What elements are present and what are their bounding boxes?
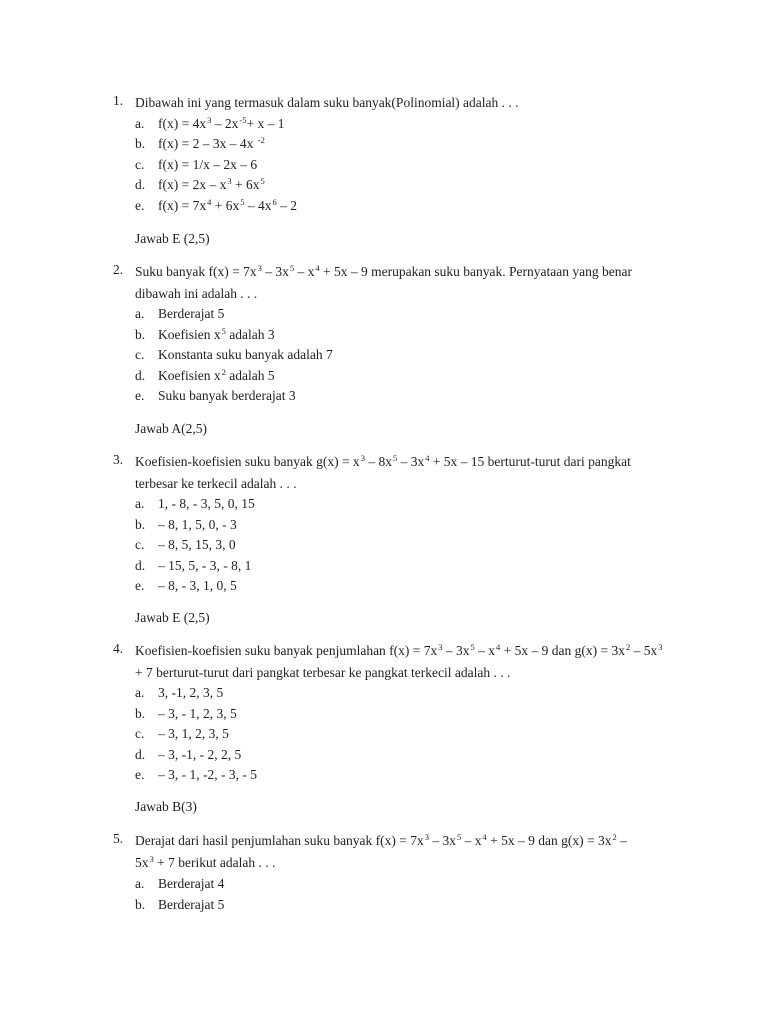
option-c: [135, 345, 673, 366]
option-letter: e.: [135, 578, 145, 593]
superscript: 4: [315, 263, 320, 273]
answer-line: Jawab B(3): [135, 799, 197, 814]
superscript: 5: [470, 642, 475, 652]
superscript: 5: [221, 325, 226, 336]
option-text: [158, 704, 237, 725]
option-c: [135, 155, 673, 176]
option-c: [135, 535, 673, 556]
option-letter: b.: [135, 705, 146, 721]
text-fragment: Berderajat 4: [158, 876, 225, 891]
options-list: [135, 114, 673, 217]
text-fragment: – 8, 5, 15, 3, 0: [158, 537, 236, 552]
superscript: 3: [227, 176, 232, 186]
option-letter: d.: [135, 746, 146, 762]
option-b: [135, 325, 673, 346]
options-list: [135, 683, 673, 786]
text-fragment: – 3, -1, - 2, 2, 5: [158, 746, 242, 762]
text-fragment: adalah 5: [225, 367, 275, 383]
superscript: 4: [482, 832, 487, 842]
option-text: [158, 724, 229, 745]
option-letter: d.: [135, 177, 146, 192]
option-letter: e.: [135, 388, 145, 403]
text-fragment: – 15, 5, - 3, - 8, 1: [158, 557, 252, 573]
option-e: [135, 196, 673, 217]
text-fragment: Berderajat 5: [158, 306, 225, 321]
text-fragment: – 3, 1, 2, 3, 5: [158, 726, 229, 741]
question-text: [135, 831, 635, 874]
superscript: 5: [240, 196, 245, 207]
text-fragment: Suku banyak f(x) = 7x: [135, 264, 257, 279]
option-a: [135, 304, 673, 325]
text-fragment: – 3x: [261, 264, 289, 279]
option-text: [158, 874, 224, 895]
answer-line: Jawab E (2,5): [135, 231, 210, 246]
options-list: [135, 304, 673, 407]
text-fragment: f(x) = 2 – 3x – 4x: [158, 136, 257, 151]
superscript: 5: [457, 832, 462, 842]
option-letter: e.: [135, 197, 145, 213]
question-number: 3.: [113, 452, 124, 467]
superscript: 3: [257, 263, 262, 273]
question-text: [135, 452, 660, 494]
option-letter: d.: [135, 557, 146, 573]
text-fragment: + 7 berikut adalah . . .: [153, 854, 276, 870]
text-fragment: + x – 1: [246, 115, 285, 131]
option-letter: c.: [135, 726, 145, 741]
question-4: [113, 641, 673, 786]
text-fragment: f(x) = 4x: [158, 115, 207, 131]
text-fragment: + 7 berturut-turut dari pangkat terbesar ke pangkat terkecil adalah . . .: [135, 664, 511, 680]
question-3: [113, 452, 673, 597]
option-text: [158, 515, 237, 536]
text-fragment: adalah 3: [225, 326, 275, 342]
option-d: [135, 175, 673, 196]
option-letter: b.: [135, 896, 146, 912]
superscript: 3: [149, 853, 154, 864]
superscript: 3: [424, 832, 430, 842]
text-fragment: – 3x: [442, 643, 470, 658]
answer-line: Jawab E (2,5): [135, 610, 210, 625]
text-fragment: – x: [461, 833, 482, 848]
text-fragment: – 5x: [630, 643, 658, 658]
option-text: [158, 196, 297, 217]
option-a: [135, 114, 673, 135]
option-a: [135, 874, 673, 895]
question-2: [113, 262, 673, 407]
option-text: [158, 556, 251, 577]
option-letter: a.: [135, 115, 145, 131]
question-5: [113, 831, 673, 915]
option-text: [158, 114, 284, 135]
superscript: 2: [221, 366, 226, 377]
option-d: [135, 366, 673, 387]
option-letter: c.: [135, 347, 145, 362]
text-fragment: + 6x: [211, 197, 240, 213]
option-a: [135, 494, 673, 515]
option-a: [135, 683, 673, 704]
text-fragment: + 5x – 9 merupakan suku banyak. Pernyataan yang benar dibawah ini adalah . . .: [135, 264, 632, 301]
text-fragment: f(x) = 1/x – 2x – 6: [158, 156, 258, 172]
option-letter: c.: [135, 156, 145, 172]
option-text: [158, 134, 265, 155]
text-fragment: 3, -1, 2, 3, 5: [158, 685, 224, 700]
option-letter: b.: [135, 136, 146, 151]
question-text: Dibawah ini yang termasuk dalam suku banyak(Polinomial) adalah . . .: [135, 95, 519, 110]
superscript: 4: [425, 453, 430, 463]
option-text: [158, 386, 296, 407]
question-number: 2.: [113, 262, 124, 277]
option-d: [135, 745, 673, 766]
option-c: [135, 724, 673, 745]
superscript: 3: [438, 642, 443, 652]
text-fragment: – 8, - 3, 1, 0, 5: [158, 578, 237, 593]
text-fragment: – x: [474, 643, 496, 658]
answer-line: Jawab A(2,5): [135, 421, 207, 436]
option-text: [158, 325, 275, 346]
option-text: [158, 304, 224, 325]
text-fragment: – 8x: [364, 454, 392, 469]
option-b: [135, 704, 673, 725]
text-fragment: Konstanta suku banyak adalah 7: [158, 347, 333, 362]
text-fragment: – 3x: [397, 454, 425, 469]
option-b: [135, 515, 673, 536]
option-text: [158, 366, 275, 387]
question-number: 1.: [113, 93, 124, 108]
text-fragment: – x: [294, 264, 315, 279]
superscript: 3: [658, 642, 663, 652]
superscript: 5: [289, 263, 295, 273]
options-list: [135, 494, 673, 597]
superscript: -5: [239, 114, 247, 125]
option-text: [158, 765, 257, 786]
superscript: 2: [626, 642, 631, 652]
option-text: [158, 494, 255, 515]
text-fragment: + 5x – 9 dan g(x) = 3x: [500, 643, 625, 658]
text-fragment: Koefisien x: [158, 326, 221, 342]
option-b: [135, 895, 673, 916]
superscript: -2: [257, 135, 265, 145]
text-fragment: 1, - 8, - 3, 5, 0, 15: [158, 496, 255, 511]
superscript: 6: [272, 196, 277, 207]
option-text: [158, 745, 241, 766]
superscript: 5: [260, 176, 265, 186]
option-e: [135, 765, 673, 786]
option-letter: c.: [135, 537, 145, 552]
option-letter: a.: [135, 685, 145, 700]
text-fragment: Berderajat 5: [158, 896, 225, 912]
text-fragment: f(x) = 2x – x: [158, 177, 227, 192]
text-fragment: – 2: [276, 197, 297, 213]
text-fragment: – 8, 1, 5, 0, - 3: [158, 516, 237, 532]
superscript: 5: [392, 453, 398, 463]
superscript: 3: [360, 453, 365, 463]
text-fragment: – 5x: [135, 833, 627, 870]
question-text: [135, 641, 670, 683]
text-fragment: Derajat dari hasil penjumlahan suku banyak f(x) = 7x: [135, 833, 424, 848]
text-fragment: + 5x – 15 berturut-turut dari pangkat terbesar ke terkecil adalah . . .: [135, 454, 631, 491]
superscript: 3: [207, 114, 212, 125]
option-e: [135, 386, 673, 407]
option-text: [158, 175, 265, 196]
option-letter: b.: [135, 326, 146, 342]
option-letter: e.: [135, 767, 145, 782]
text-fragment: Koefisien-koefisien suku banyak g(x) = x: [135, 454, 360, 469]
superscript: 2: [612, 832, 617, 842]
text-fragment: Koefisien-koefisien suku banyak penjumlahan f(x) = 7x: [135, 643, 438, 658]
question-text: [135, 262, 665, 304]
option-letter: a.: [135, 306, 145, 321]
text-fragment: – 3, - 1, -2, - 3, - 5: [158, 767, 257, 782]
option-e: [135, 576, 673, 597]
option-letter: a.: [135, 496, 145, 511]
text-fragment: – 4x: [244, 197, 272, 213]
text-fragment: Suku banyak berderajat 3: [158, 388, 296, 403]
question-number: 4.: [113, 641, 124, 656]
text-fragment: + 6x: [231, 177, 260, 192]
text-fragment: + 5x – 9 dan g(x) = 3x: [486, 833, 612, 848]
option-letter: a.: [135, 876, 145, 891]
option-text: [158, 895, 224, 916]
text-fragment: – 3, - 1, 2, 3, 5: [158, 705, 237, 721]
option-letter: b.: [135, 516, 146, 532]
text-fragment: Koefisien x: [158, 367, 221, 383]
option-text: [158, 535, 236, 556]
option-text: [158, 683, 223, 704]
option-text: [158, 345, 333, 366]
option-d: [135, 556, 673, 577]
superscript: 4: [496, 642, 501, 652]
question-1: [113, 93, 673, 216]
option-letter: d.: [135, 367, 146, 383]
question-number: 5.: [113, 831, 124, 846]
text-fragment: – 3x: [429, 833, 457, 848]
option-text: [158, 576, 237, 597]
options-list: [135, 874, 673, 915]
text-fragment: – 2x: [211, 115, 239, 131]
text-fragment: f(x) = 7x: [158, 197, 207, 213]
superscript: 4: [207, 196, 212, 207]
option-text: [158, 155, 257, 176]
option-b: [135, 134, 673, 155]
